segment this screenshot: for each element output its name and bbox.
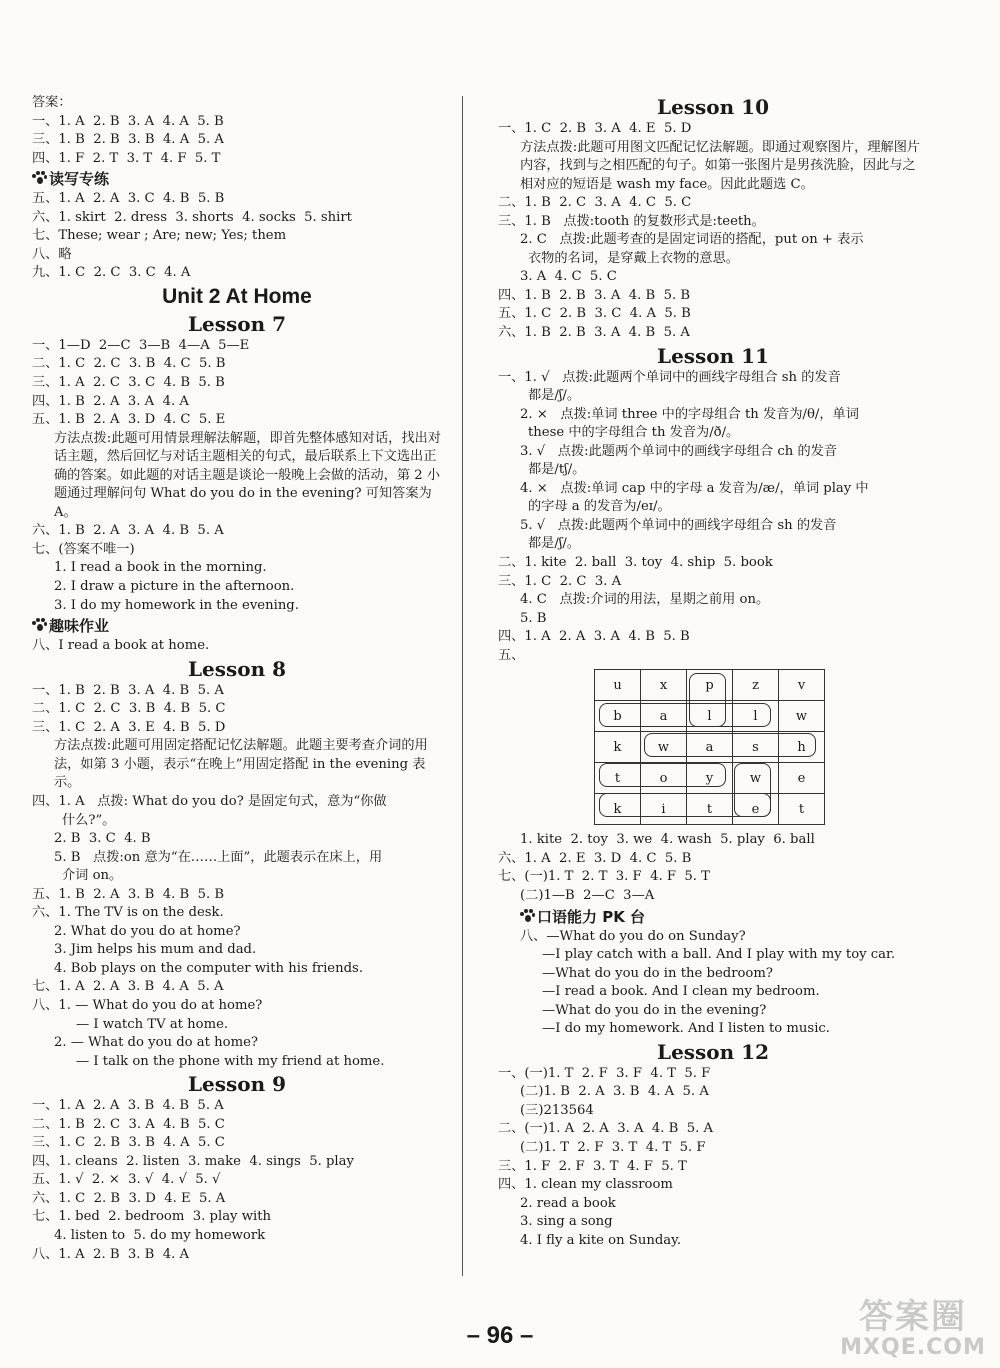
lesson-heading: Lesson 9	[187, 1072, 287, 1097]
answer-line: 5. B	[520, 610, 547, 626]
answer-line: 3. Jim helps his mum and dad.	[54, 942, 257, 958]
answer-line: —What do you do in the evening?	[542, 1002, 767, 1018]
site-watermark	[838, 1298, 988, 1362]
answer-line: 三、1. F 2. F 3. T 4. F 5. T	[498, 1158, 687, 1174]
grid-cell: h	[779, 732, 825, 763]
answer-line: 三、1. B 2. B 3. B 4. A 5. A	[32, 132, 224, 148]
answer-line: 一、1. A 2. B 3. A 4. A 5. B	[32, 113, 224, 129]
answer-line: 5. √ 点拨:此题两个单词中的画线字母组合 sh 的发音	[520, 517, 837, 533]
answer-line: 一、1. C 2. B 3. A 4. E 5. D	[498, 121, 692, 136]
grid-cell: w	[779, 701, 825, 732]
grid-cell: a	[687, 732, 733, 763]
grid-cell: l	[733, 701, 779, 732]
lesson-heading: Lesson 11	[657, 343, 769, 368]
answer-line: 二、1. B 2. C 3. A 4. B 5. C	[32, 1116, 225, 1132]
answer-line: 都是/tʃ/。	[528, 462, 586, 478]
answer-line: 二、1. C 2. C 3. B 4. C 5. B	[32, 356, 226, 372]
answer-line: 3. √ 点拨:此题两个单词中的画线字母组合 ch 的发音	[520, 443, 838, 459]
answer-line: 2. — What do you do at home?	[54, 1035, 258, 1051]
answer-line: (三)213564	[520, 1102, 594, 1118]
answer-line: 都是/ʃ/。	[528, 388, 581, 404]
column-divider	[462, 96, 463, 1276]
answer-line: 七、(一)1. T 2. T 3. F 4. F 5. T	[498, 869, 710, 885]
answer-line: 二、1. kite 2. ball 3. toy 4. ship 5. book	[498, 555, 773, 571]
grid-cell: i	[641, 794, 687, 825]
answer-line: 二、(一)1. A 2. A 3. A 4. B 5. A	[498, 1121, 714, 1137]
answer-line: 2. B 3. C 4. B	[54, 831, 151, 847]
lesson-heading: Lesson 12	[657, 1039, 769, 1064]
answer-line: 1. kite 2. toy 3. we 4. wash 5. play 6. ball	[520, 832, 815, 848]
lesson-heading: Lesson 8	[187, 656, 287, 681]
answer-line: 一、1—D 2—C 3—B 4—A 5—E	[32, 337, 250, 353]
right-column	[498, 94, 928, 1250]
answer-line: 四、1. clean my classroom	[498, 1177, 673, 1193]
answer-line: 八、1. — What do you do at home?	[32, 997, 263, 1013]
grid-cell: k	[595, 732, 641, 763]
answer-line: 六、1. A 2. E 3. D 4. C 5. B	[498, 850, 692, 866]
grid-cell: e	[733, 794, 779, 825]
unit-heading: Unit 2 At Home	[162, 284, 312, 308]
answer-line: 三、1. C 2. C 3. A	[498, 573, 622, 589]
answer-line: 三、1. A 2. C 3. C 4. B 5. B	[32, 375, 225, 391]
grid-cell: b	[595, 701, 641, 732]
method-note: 方法点拨:此题可用图文匹配记忆法解题。即通过观察图片，理解图片内容，找到与之相匹配的句子。如第一张图片是男孩洗脸，因此与之相对应的短语是 wash my face。因此此题选 C。	[520, 139, 921, 192]
answer-line: 四、1. B 2. A 3. A 4. A	[32, 393, 189, 409]
answer-line: 九、1. C 2. C 3. C 4. A	[32, 265, 191, 281]
answer-line: 5. B 点拨:on 意为“在……上面”，此题表示在床上，用	[54, 849, 383, 865]
word-circle	[599, 763, 726, 787]
answer-line: 六、1. The TV is on the desk.	[32, 905, 224, 921]
answer-line: 八、1. A 2. B 3. B 4. A	[32, 1246, 190, 1262]
answer-line: 八、I read a book at home.	[32, 638, 210, 654]
answer-line: 四、1. F 2. T 3. T 4. F 5. T	[32, 150, 221, 166]
grid-cell: t	[779, 794, 825, 825]
paw-icon	[520, 909, 534, 923]
answer-line: 2. × 点拨:单词 three 中的字母组合 th 发音为/θ/，单词	[520, 406, 859, 422]
grid-cell: k	[595, 794, 641, 825]
grid-cell: o	[641, 763, 687, 794]
answer-line: 介词 on。	[62, 868, 123, 884]
answer-line: 四、1. B 2. B 3. A 4. B 5. B	[498, 287, 691, 303]
answer-line: 1. I read a book in the morning.	[54, 560, 267, 576]
answer-line: 一、1. A 2. A 3. B 4. B 5. A	[32, 1098, 224, 1114]
lesson-heading: Lesson 10	[657, 95, 769, 119]
grid-cell: s	[733, 732, 779, 763]
answer-line: 五、	[498, 647, 525, 663]
answer-line: 2. I draw a picture in the afternoon.	[54, 579, 295, 595]
answer-line: 六、1. B 2. A 3. A 4. B 5. A	[32, 523, 224, 539]
answer-line: 四、1. cleans 2. listen 3. make 4. sings 5. play	[32, 1153, 354, 1169]
answer-line: 3. sing a song	[520, 1214, 613, 1230]
answer-line: —What do you do in the bedroom?	[542, 965, 773, 981]
grid-cell: y	[687, 763, 733, 794]
answer-line: (二)1. B 2. A 3. B 4. A 5. A	[520, 1084, 709, 1100]
grid-cell: w	[733, 763, 779, 794]
answer-line: 六、1. B 2. B 3. A 4. B 5. A	[498, 325, 690, 341]
answer-line: 三、1. B 点拨:tooth 的复数形式是:teeth。	[498, 213, 765, 229]
grid-cell: e	[779, 763, 825, 794]
grid-cell: w	[641, 732, 687, 763]
section-title: 读写专练	[49, 170, 110, 189]
answer-line: — I talk on the phone with my friend at home.	[76, 1053, 385, 1069]
answer-line: — I watch TV at home.	[76, 1016, 229, 1032]
grid-cell: x	[641, 670, 687, 701]
answer-line: 五、1. B 2. A 3. B 4. B 5. B	[32, 886, 225, 902]
grid-cell: l	[687, 701, 733, 732]
answer-line: 三、1. C 2. A 3. E 4. B 5. D	[32, 719, 226, 735]
answer-line: 4. listen to 5. do my homework	[54, 1227, 266, 1243]
answer-line: 4. × 点拨:单词 cap 中的字母 a 发音为/æ/，单词 play 中	[520, 480, 869, 496]
answer-line: 4. Bob plays on the computer with his friends.	[54, 960, 364, 976]
answer-line: 什么?”。	[62, 812, 116, 828]
answer-line: 五、1. A 2. A 3. C 4. B 5. B	[32, 191, 225, 207]
answer-line: 七、(答案不唯一)	[32, 541, 135, 557]
answer-line: 六、1. skirt 2. dress 3. shorts 4. socks 5. shirt	[32, 209, 352, 225]
answer-line: 4. C 点拨:介词的用法，星期之前用 on。	[520, 592, 770, 608]
answer-line: these 中的字母组合 th 发音为/ð/。	[528, 425, 740, 441]
answer-line: —I play catch with a ball. And I play with my toy car.	[542, 947, 896, 963]
left-column	[32, 94, 442, 1264]
method-note: 方法点拨:此题可用情景理解法解题，即首先整体感知对话，找出对话主题，然后回忆与对话主题相关的句式，最后联系上下文选出正确的答案。如此题的对话主题是谈论一般晚上会做的活动，第 2 小题通过理解问句 What do you do in the evening? 可知答案为 A。	[54, 430, 441, 520]
answer-line: (二)1—B 2—C 3—A	[520, 887, 655, 903]
answer-line: 七、These; wear ; Are; new; Yes; them	[32, 228, 287, 244]
answer-line: —I read a book. And I clean my bedroom.	[542, 984, 820, 1000]
answer-line: 三、1. C 2. B 3. B 4. A 5. C	[32, 1135, 225, 1151]
answer-line: 六、1. C 2. B 3. D 4. E 5. A	[32, 1190, 226, 1206]
answer-line: 答案：	[32, 95, 72, 110]
answer-line: 七、1. bed 2. bedroom 3. play with	[32, 1209, 271, 1225]
grid-cell: t	[595, 763, 641, 794]
grid-cell: u	[595, 670, 641, 701]
answer-line: 2. C 点拨:此题考查的是固定词语的搭配，put on + 表示	[520, 232, 864, 248]
word-circle	[599, 703, 771, 727]
grid-cell: t	[687, 794, 733, 825]
answer-line: 八、略	[32, 246, 72, 262]
answer-line: 4. I fly a kite on Sunday.	[520, 1232, 682, 1248]
paw-icon	[32, 171, 46, 185]
answer-line: 2. read a book	[520, 1195, 616, 1211]
answer-line: 一、1. B 2. B 3. A 4. B 5. A	[32, 682, 224, 698]
method-note: 方法点拨:此题可用固定搭配记忆法解题。此题主要考查介词的用法，如第 3 小题，表示“在晚上”用固定搭配 in the evening 表示。	[54, 738, 428, 791]
answer-line: 二、1. C 2. C 3. B 4. B 5. C	[32, 701, 226, 717]
section-title: 口语能力 PK 台	[537, 907, 646, 926]
answer-line: 七、1. A 2. A 3. B 4. A 5. A	[32, 979, 224, 995]
answer-line: 四、1. A 点拨: What do you do? 是固定句式，意为“你做	[32, 793, 387, 809]
answer-line: 一、1. √ 点拨:此题两个单词中的画线字母组合 sh 的发音	[498, 369, 841, 385]
answer-line: 二、1. B 2. C 3. A 4. C 5. C	[498, 195, 692, 211]
section-title: 趣味作业	[49, 617, 110, 636]
answer-line: 五、1. C 2. B 3. C 4. A 5. B	[498, 306, 691, 322]
answer-line: 四、1. A 2. A 3. A 4. B 5. B	[498, 629, 690, 645]
answer-line: 3. I do my homework in the evening.	[54, 597, 299, 613]
grid-cell: z	[733, 670, 779, 701]
grid-cell: a	[641, 701, 687, 732]
answer-line: 都是/ʃ/。	[528, 536, 581, 552]
grid-cell: p	[687, 670, 733, 701]
page-number: – 96 –	[466, 1322, 534, 1349]
section-heading	[32, 615, 442, 637]
answer-line: 五、1. B 2. A 3. D 4. C 5. E	[32, 412, 226, 428]
answer-line: 3. A 4. C 5. C	[520, 269, 617, 285]
section-heading	[498, 906, 928, 928]
word-circle	[644, 733, 816, 757]
watermark-text: 答案圈	[859, 1297, 967, 1337]
answer-line: 的字母 a 的发音为/eɪ/。	[528, 499, 671, 515]
word-search-grid	[594, 669, 928, 825]
answer-line: 五、1. √ 2. × 3. √ 4. √ 5. √	[32, 1172, 221, 1188]
watermark-url: MXQE.COM	[840, 1335, 986, 1360]
section-heading	[32, 168, 442, 190]
word-circle	[599, 793, 771, 817]
answer-line: 衣物的名词，是穿戴上衣物的意思。	[528, 250, 739, 266]
answer-line: —I do my homework. And I listen to music.	[542, 1021, 830, 1037]
answer-line: 八、—What do you do on Sunday?	[520, 928, 746, 944]
grid-cell: v	[779, 670, 825, 701]
answer-line: 一、(一)1. T 2. F 3. F 4. T 5. F	[498, 1065, 711, 1081]
lesson-heading: Lesson 7	[187, 311, 287, 336]
answer-line: 2. What do you do at home?	[54, 923, 241, 939]
paw-icon	[32, 618, 46, 632]
answer-line: (二)1. T 2. F 3. T 4. T 5. F	[520, 1139, 706, 1155]
